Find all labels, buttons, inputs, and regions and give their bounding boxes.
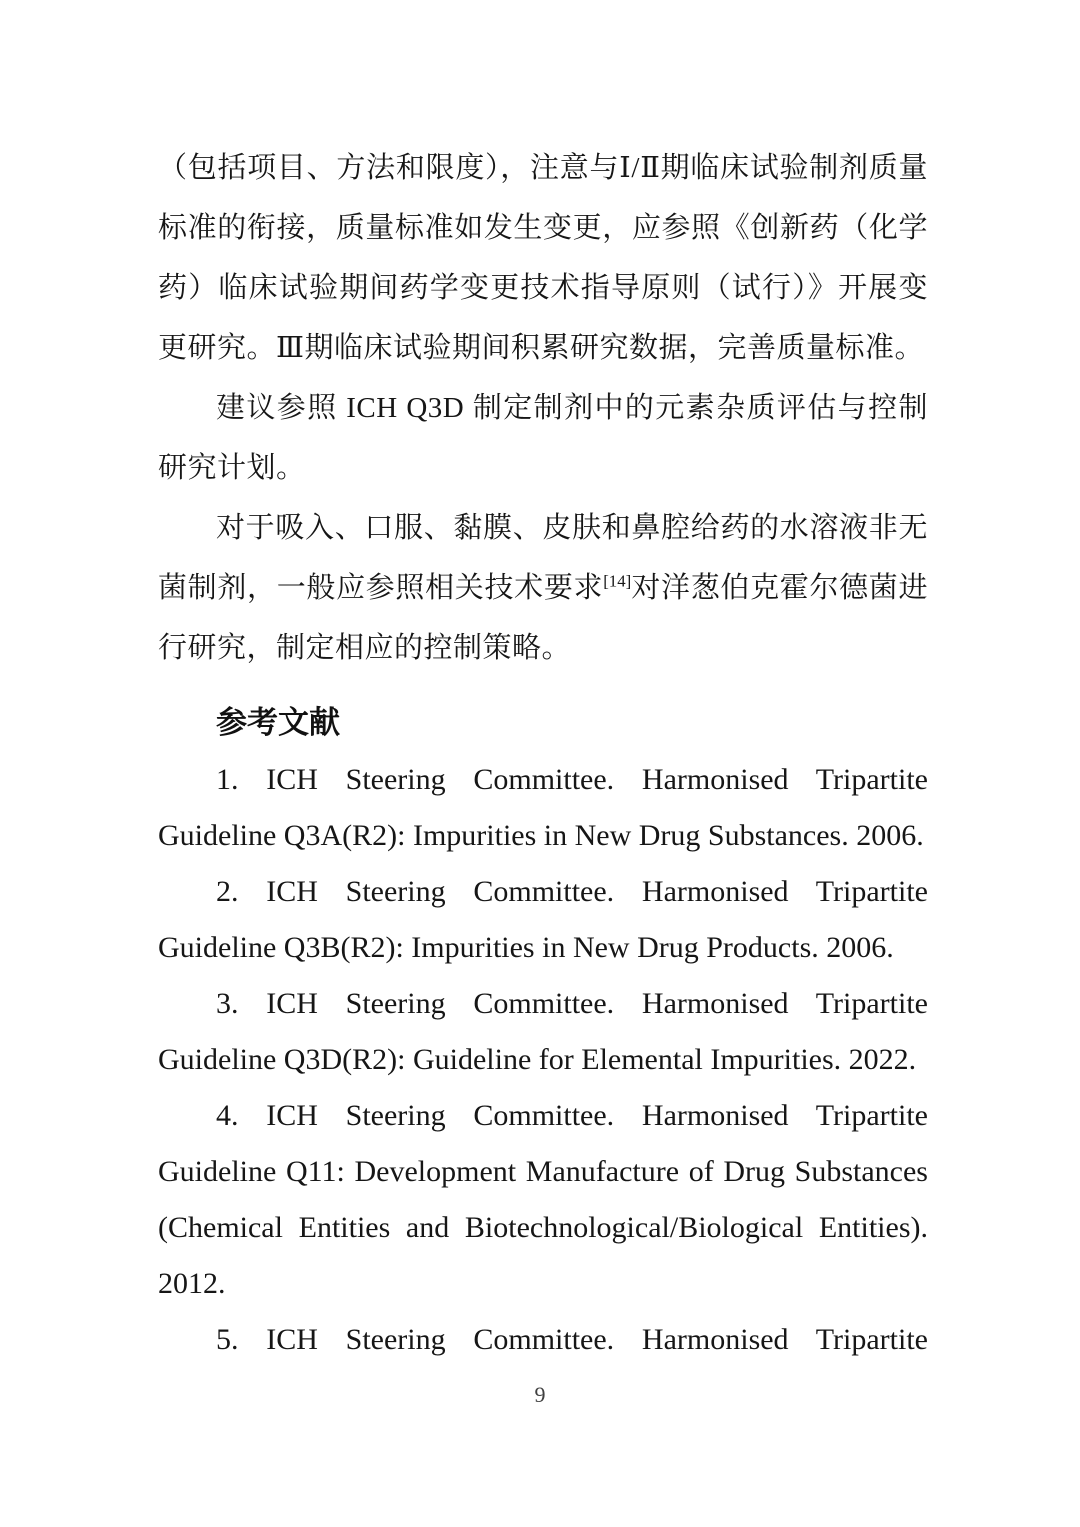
paragraph-nonsterile-preparations bbox=[158, 498, 928, 678]
references-heading: 参考文献 bbox=[216, 705, 340, 741]
reference-item-5-partial: 5. ICH Steering Committee. Harmonised Tripartite bbox=[216, 1323, 928, 1356]
reference-item-4: 4. ICH Steering Committee. Harmonised Tripartite Guideline Q11: Development Manufacture of Drug Substances (Chemical Entities and Biotechnological/Biological Entities). 2012. bbox=[158, 1099, 928, 1300]
page-number: 9 bbox=[534, 1382, 546, 1407]
page-content bbox=[158, 138, 928, 1368]
citation-14-superscript: [14] bbox=[603, 571, 632, 591]
paragraph-nonsterile-text-after: 对洋葱伯克霍尔德菌进行研究，制定相应的控制策略。 bbox=[158, 572, 928, 664]
reference-item-1: 1. ICH Steering Committee. Harmonised Tripartite Guideline Q3A(R2): Impurities in New Drug Substances. 2006. bbox=[158, 763, 928, 852]
paragraph-nonsterile-text-before: 对于吸入、口服、黏膜、皮肤和鼻腔给药的水溶液非无菌制剂，一般应参照相关技术要求 bbox=[158, 512, 928, 604]
reference-item-2: 2. ICH Steering Committee. Harmonised Tripartite Guideline Q3B(R2): Impurities in New Drug Products. 2006. bbox=[158, 875, 928, 964]
paragraph-ich-q3d-plan: 建议参照 ICH Q3D 制定制剂中的元素杂质评估与控制研究计划。 bbox=[158, 392, 928, 484]
paragraph-quality-standard: （包括项目、方法和限度），注意与Ⅰ/Ⅱ期临床试验制剂质量标准的衔接，质量标准如发生变更，应参照《创新药（化学药）临床试验期间药学变更技术指导原则（试行）》开展变更研究。Ⅲ期临床试验期间积累研究数据，完善质量标准。 bbox=[158, 152, 928, 364]
reference-item-3: 3. ICH Steering Committee. Harmonised Tripartite Guideline Q3D(R2): Guideline for Elemental Impurities. 2022. bbox=[158, 987, 928, 1076]
